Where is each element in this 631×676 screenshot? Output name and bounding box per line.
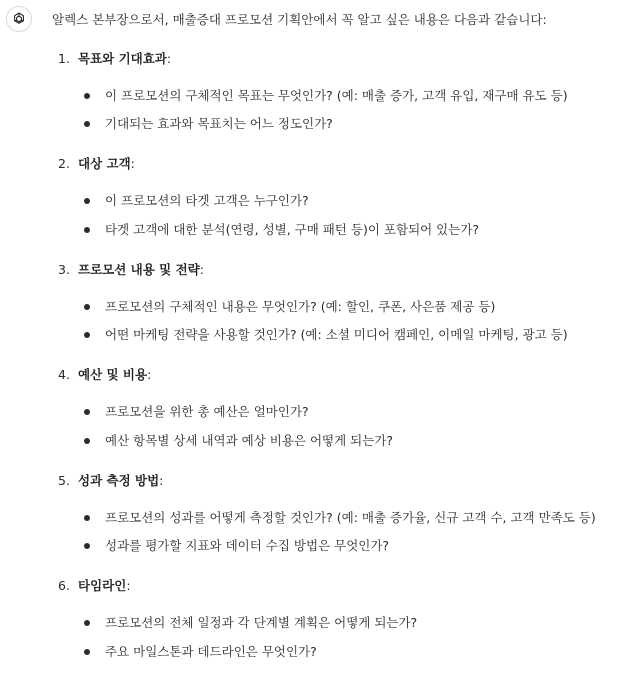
section-number: 2. [58, 156, 70, 171]
bullet-dot-icon [84, 438, 90, 444]
list-item-text: 예산 항목별 상세 내역과 예상 비용은 어떻게 되는가? [105, 433, 394, 448]
list-item [84, 192, 309, 210]
list-item [84, 509, 596, 527]
section-colon: : [199, 262, 204, 277]
list-item-text: 주요 마일스톤과 데드라인은 무엇인가? [105, 644, 317, 659]
section-title: 예산 및 비용 [78, 367, 148, 382]
list-item-text: 기대되는 효과와 목표치는 어느 정도인가? [105, 116, 333, 131]
list-item [84, 221, 479, 239]
section-heading [58, 155, 135, 173]
section-heading [58, 472, 163, 490]
list-item-text: 이 프로모션의 구체적인 목표는 무엇인가? (예: 매출 증가, 고객 유입, 재구매 유도 등) [105, 88, 568, 103]
section-title: 프로모션 내용 및 전략 [78, 262, 200, 277]
section-number: 5. [58, 473, 70, 488]
section-heading [58, 261, 204, 279]
bullet-dot-icon [84, 121, 90, 127]
section-title: 대상 고객 [78, 156, 131, 171]
list-item [84, 298, 495, 316]
list-item-text: 프로모션의 전체 일정과 각 단계별 계획은 어떻게 되는가? [105, 615, 418, 630]
section-colon: : [126, 578, 131, 593]
section-number: 3. [58, 262, 70, 277]
bullet-dot-icon [84, 620, 90, 626]
list-item-text: 프로모션의 성과를 어떻게 측정할 것인가? (예: 매출 증가율, 신규 고객 수, 고객 만족도 등) [105, 510, 596, 525]
list-item [84, 326, 568, 344]
section-title: 목표와 기대효과 [78, 51, 167, 66]
section-colon: : [147, 367, 152, 382]
section-number: 4. [58, 367, 70, 382]
bullet-dot-icon [84, 304, 90, 310]
openai-logo-icon [11, 11, 27, 27]
bullet-dot-icon [84, 649, 90, 655]
section-title: 타임라인 [78, 578, 127, 593]
list-item-text: 성과를 평가할 지표와 데이터 수집 방법은 무엇인가? [105, 538, 390, 553]
section-colon: : [130, 156, 135, 171]
list-item [84, 432, 393, 450]
section-heading [58, 50, 171, 68]
assistant-avatar [6, 6, 32, 32]
message-intro: 알렉스 본부장으로서, 매출증대 프로모션 기획안에서 꼭 알고 싶은 내용은 다음과 같습니다: [52, 12, 547, 27]
bullet-dot-icon [84, 93, 90, 99]
section-number: 1. [58, 51, 70, 66]
section-colon: : [159, 473, 164, 488]
section-heading [58, 577, 131, 595]
list-item [84, 87, 568, 105]
bullet-dot-icon [84, 198, 90, 204]
section-number: 6. [58, 578, 70, 593]
bullet-dot-icon [84, 409, 90, 415]
bullet-dot-icon [84, 227, 90, 233]
list-item [84, 537, 389, 555]
list-item-text: 프로모션을 위한 총 예산은 얼마인가? [105, 404, 309, 419]
list-item [84, 643, 317, 661]
list-item-text: 이 프로모션의 타겟 고객은 누구인가? [105, 193, 309, 208]
list-item-text: 타겟 고객에 대한 분석(연령, 성별, 구매 패턴 등)이 포함되어 있는가? [105, 222, 480, 237]
bullet-dot-icon [84, 543, 90, 549]
section-colon: : [166, 51, 172, 66]
section-heading [58, 366, 151, 384]
section-title: 성과 측정 방법 [78, 473, 160, 488]
list-item [84, 403, 309, 421]
list-item [84, 614, 417, 632]
list-item [84, 115, 333, 133]
list-item-text: 어떤 마케팅 전략을 사용할 것인가? (예: 소셜 미디어 캠페인, 이메일 마케팅, 광고 등) [105, 327, 568, 342]
bullet-dot-icon [84, 332, 90, 338]
bullet-dot-icon [84, 515, 90, 521]
list-item-text: 프로모션의 구체적인 내용은 무엇인가? (예: 할인, 쿠폰, 사은품 제공 등) [105, 299, 496, 314]
